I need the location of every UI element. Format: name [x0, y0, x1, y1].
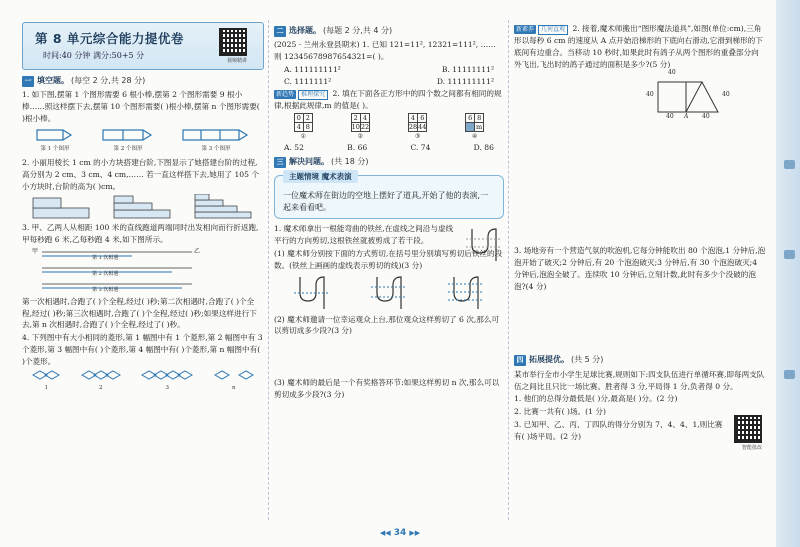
staircase-3	[193, 194, 255, 220]
meet-label-2: 第 2 次相遇	[92, 270, 119, 277]
section-number: 二	[274, 26, 286, 37]
choice-question-2	[274, 88, 504, 112]
extend-question-1: 1. 他们的总得分最低是( )分,最高是( )分。(2 分)	[514, 394, 678, 404]
grid-cell: 2	[303, 114, 312, 123]
cut-figures	[274, 275, 504, 311]
literacy-tag: 新素养	[516, 26, 535, 33]
option-a[interactable]: A. 52	[284, 142, 304, 152]
grid-cell: 10	[351, 123, 360, 132]
reasoning-tag: 推理探究	[298, 90, 328, 100]
section-number: 三	[274, 157, 286, 168]
column-divider	[268, 20, 269, 520]
dim-top: 40	[668, 69, 676, 77]
meet-label-3: 第 3 次相遇	[92, 286, 119, 293]
rhombus-figure-2	[80, 370, 122, 392]
answer-space	[514, 293, 766, 351]
edge-tab	[784, 370, 795, 379]
grid-cell: 6	[418, 114, 427, 123]
figure-caption: 第 2 个图形	[113, 146, 143, 153]
stick-figure-2	[101, 128, 155, 154]
source-note: (2025 · 兰州永登县期末)	[274, 40, 360, 50]
choice-question-1	[274, 39, 504, 63]
section-choice-header	[274, 25, 504, 37]
prev-arrow-icon: ◀◀	[379, 529, 391, 537]
qr-code-icon[interactable]	[734, 415, 762, 443]
column-divider	[508, 20, 509, 520]
option-c[interactable]: C. 1111111²	[284, 76, 332, 86]
middle-column	[274, 22, 504, 402]
right-column	[514, 22, 766, 451]
option-c[interactable]: C. 74	[410, 142, 431, 152]
option-d[interactable]: D. 86	[473, 142, 494, 152]
dim-bottom-2: 40	[702, 113, 710, 121]
grid-cell: 28	[408, 123, 418, 132]
number-grids	[274, 113, 504, 141]
left-column	[22, 22, 264, 396]
section-number: 四	[514, 355, 526, 366]
solve-question-1-2: (2) 魔术师邀请一位幸运观众上台,那位观众这样剪切了 6 次,那么可以剪切成多少段?(3 分)	[274, 314, 500, 336]
grid-index: ③	[414, 133, 421, 141]
grid-cell: 22	[360, 123, 370, 132]
option-a[interactable]: A. 111111111²	[284, 64, 341, 74]
fill-question-3: 3. 甲、乙两人从相距 100 米的直线跑道两端同时出发相向而行折返跑,甲每秒跑 6 米,乙每秒跑 4 米,如下图所示。	[22, 223, 259, 245]
rhombus-figure-n	[213, 370, 255, 392]
fill-question-1: 1. 如下图,摆第 1 个图形需要 6 根小棒,摆第 2 个图形需要 9 根小棒……照这样摆下去,摆第 10 个图形需要( )根小棒,摆第 n 个图形需要( )根小棒。	[22, 90, 260, 123]
solve-question-2	[514, 23, 766, 70]
figure-caption: 1	[44, 385, 48, 392]
question-text: 2. 接着,魔术师搬出“图形魔法道具”,如图(单位:cm),三角形以每秒 6 cm 的速度从 A 点开始沿梯形的下底向右滑动,它滑到梯形的下底间有边重合。当移动 10 秒时,如果此时有鸽子从两个图形的重叠部分向外飞出,飞出时的鸽子通过的面积是多少?(5 分)	[514, 24, 763, 69]
section-extend-header	[514, 354, 766, 366]
choice-1-options	[274, 64, 504, 76]
section-title: 选择题。	[289, 26, 321, 35]
page-title: 第 8 单元综合能力提优卷	[35, 31, 184, 46]
qr-code-icon[interactable]	[219, 28, 247, 56]
question-text: 1. 魔术师拿出一根能弯曲的铁丝,在虚线之间沿与虚线平行的方向剪切,这根铁丝就被剪成了若干段。	[274, 224, 454, 246]
dim-left: 40	[646, 91, 654, 99]
number-grid-4	[465, 113, 484, 141]
figure-caption: 第 3 个图形	[201, 146, 231, 153]
grid-cell: 4	[360, 114, 369, 123]
section-score: (每空 2 分,共 28 分)	[71, 76, 146, 85]
grid-cell	[466, 123, 475, 132]
grid-cell: 4	[294, 123, 303, 132]
staircase-1	[31, 194, 93, 220]
cut-figure-2	[369, 275, 409, 311]
qr-caption: 智能批改	[741, 444, 762, 451]
page-footer	[0, 527, 800, 541]
scene-label: 主题情境 魔术表演	[283, 170, 358, 184]
solve-question-1-3: (3) 魔术师的最后是一个有奖格答环节:如果这样剪切 n 次,那么可以剪切成多少段?(3 分)	[274, 378, 500, 399]
figure-caption: n	[231, 385, 236, 392]
section-title: 填空题。	[37, 76, 69, 85]
staircase-2	[112, 194, 174, 220]
theme-scene-box	[274, 171, 504, 220]
extend-question-3-wrap	[514, 419, 766, 451]
number-grid-2	[351, 113, 371, 141]
cut-figure-3	[446, 275, 486, 311]
page-edge	[776, 0, 800, 547]
next-arrow-icon: ▶▶	[409, 529, 421, 537]
answer-space	[274, 338, 504, 376]
rhombus-figure-1	[31, 370, 61, 392]
grid-cell: 6	[466, 114, 475, 123]
time-score: 时间:40 分钟 满分:50+5 分	[43, 51, 145, 60]
section-score: (共 5 分)	[571, 355, 604, 365]
grid-cell: 44	[418, 123, 427, 132]
trapezoid-diagram	[646, 76, 746, 120]
extend-question-3: 3. 已知甲、乙、丙、丁四队的得分分别为 7、4、4、1,则比赛有( )场平局。(2 分)	[514, 419, 723, 441]
solve-question-3: 3. 场地旁有一个营造气氛的吹泡机,它每分钟能吹出 80 个泡泡,1 分钟后,泡泡开始了破灭;2 分钟后,有 20 个泡泡破灭;3 分钟后,有 30 个泡泡破灭;4 分钟后,泡泡全破了。连续吹 10 分钟后,立刻计数,此时有多少个没破的泡泡?(4 分)	[514, 246, 766, 291]
stick-figure-3	[181, 128, 251, 154]
point-yi: 乙	[194, 247, 201, 255]
title-banner	[22, 22, 264, 70]
grid-cell: 8	[303, 123, 312, 132]
figure-caption: 3	[165, 385, 169, 392]
number-grid-3	[408, 113, 428, 141]
section-title: 解决问题。	[289, 157, 329, 167]
meeting-diagram	[32, 247, 264, 295]
fill-question-2: 2. 小丽用棱长 1 cm 的小方块搭建台阶,下图显示了她搭建台阶的过程,高分别为 2 cm、3 cm、4 cm,…… 若一直这样搭下去,她用了 105 个小方块时,台阶的高为( )cm。	[22, 157, 259, 191]
edge-tab	[784, 250, 795, 259]
section-fill-header	[22, 75, 264, 87]
figure-caption: 2	[99, 385, 103, 392]
meet-label-1: 第 1 次相遇	[92, 254, 119, 261]
grid-index: ④	[471, 133, 478, 141]
choice-1-options	[274, 76, 504, 88]
rhombus-figure-3	[140, 370, 194, 392]
section-score: (每题 2 分,共 4 分)	[323, 26, 393, 35]
grid-cell: 8	[475, 114, 484, 123]
staircase-figures	[22, 194, 264, 220]
grid-cell: 2	[351, 114, 360, 123]
scene-text: 一位魔术师在街边的空地上摆好了道具,开始了他的表演,一起来看看吧。	[283, 190, 489, 213]
dim-right: 40	[722, 91, 730, 99]
option-d[interactable]: D. 111111111²	[436, 76, 494, 86]
point-a: A	[684, 113, 689, 121]
page-number: 34	[393, 528, 407, 538]
grid-cell: m	[476, 123, 483, 132]
stick-figure-1	[35, 128, 75, 154]
dim-bottom-1: 40	[666, 113, 674, 121]
extend-question-2: 2. 比赛一共有( )场。(1 分)	[514, 407, 606, 417]
solve-question-1	[274, 223, 504, 247]
section-number: 一	[22, 76, 34, 87]
figure-caption: 第 1 个图形	[40, 146, 70, 153]
geometry-tag: 几何直观	[538, 25, 568, 35]
grid-cell: 4	[408, 114, 417, 123]
trapezoid-figure	[646, 69, 766, 124]
rhombus-figures	[22, 370, 264, 392]
choice-2-options	[274, 142, 504, 154]
answer-space	[514, 124, 766, 244]
section-title: 拓展提优。	[529, 355, 569, 365]
wire-icon	[464, 225, 504, 265]
stick-figures	[22, 128, 264, 154]
grid-index: ②	[357, 133, 364, 141]
section-solve-header	[274, 156, 504, 168]
option-b[interactable]: B. 66	[347, 142, 368, 152]
solve-question-1-1: (1) 魔术师分别按下面的方式剪切,在括号里分别填写剪切后铁丝的段数。(铁丝上画画的虚线表示剪切的线)(3 分)	[274, 248, 503, 270]
section-score: (共 18 分)	[331, 157, 369, 167]
extend-intro: 某市举行全市小学生足球比赛,规则如下:四支队伍进行单循环赛,即每两支队伍之间比且只比一场比赛。胜者得 3 分,平局得 1 分,负者得 0 分。	[514, 369, 765, 391]
option-b[interactable]: B. 11111111²	[441, 64, 494, 74]
grid-index: ①	[300, 133, 307, 141]
question-text: 2. 填在下面各正方形中的四个数之间都有相同的规律,根据此规律,m 的值是( )。	[274, 89, 502, 111]
fill-question-4: 4. 下列图中有大小相同的菱形,第 1 幅图中有 1 个菱形,第 2 幅图中有 3 个菱形,第 3 幅图中有( )个菱形,第 4 幅图中有( )个菱形,第 n 幅图中有( )个菱形。	[22, 333, 263, 366]
edge-tab	[784, 160, 795, 169]
grid-cell: 0	[294, 114, 303, 123]
question-text: 1. 已知 121=11², 12321=111², …… 则 12345678987654321=( )。	[274, 40, 496, 62]
number-grid-1	[294, 113, 313, 141]
fill-question-3-blanks: 第一次相遇时,合跑了( )个全程,经过( )秒;第二次相遇时,合跑了( )个全程,经过( )秒;第三次相遇时,合跑了( )个全程,经过( )秒;如果这样进行下去,第 n 次相遇时,合跑了( )个全程,经过了( )秒。	[22, 296, 257, 330]
qr-caption: 视频精讲	[226, 58, 247, 64]
point-jia: 甲	[32, 247, 39, 255]
trend-tag: 新趋势	[276, 91, 295, 99]
cut-figure-1	[292, 275, 332, 311]
